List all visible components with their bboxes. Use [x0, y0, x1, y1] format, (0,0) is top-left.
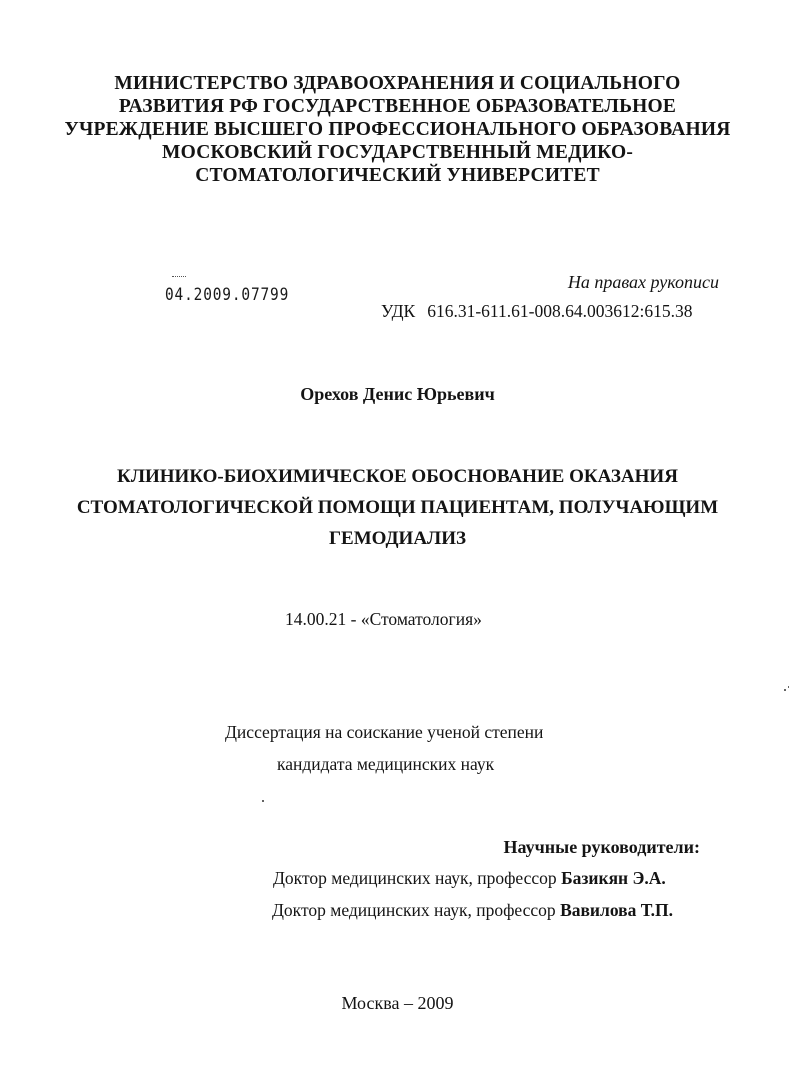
- supervisor-entry: [273, 868, 666, 889]
- title-line: КЛИНИКО-БИОХИМИЧЕСКОЕ ОБОСНОВАНИЕ ОКАЗАНИЯ: [117, 466, 678, 487]
- institution-line: МИНИСТЕРСТВО ЗДРАВООХРАНЕНИЯ И СОЦИАЛЬНОГО: [114, 73, 681, 94]
- supervisor-entry: [272, 900, 673, 921]
- udk-value: 616.31-611.61-008.64.003612:615.38: [427, 301, 693, 321]
- supervisor-name: Базикян Э.А.: [561, 868, 666, 888]
- institution-name: [40, 72, 755, 187]
- dissertation-title: [40, 461, 755, 554]
- title-line: ГЕМОДИАЛИЗ: [328, 528, 467, 549]
- city-and-year: Москва – 2009: [341, 993, 454, 1013]
- supervisor-credentials: Доктор медицинских наук, профессор: [272, 900, 561, 920]
- institution-line: УЧРЕЖДЕНИЕ ВЫСШЕГО ПРОФЕССИОНАЛЬНОГО ОБРАЗОВАНИЯ: [64, 119, 731, 140]
- scan-speck: [262, 800, 264, 802]
- udk-label: УДК: [381, 301, 416, 321]
- institution-line: СТОМАТОЛОГИЧЕСКИЙ УНИВЕРСИТЕТ: [195, 165, 600, 186]
- supervisors-heading: Научные руководители:: [503, 837, 700, 857]
- archive-number: 04.2009.07799: [165, 285, 290, 305]
- scan-speck: [788, 686, 789, 688]
- udk-code: [381, 301, 692, 322]
- title-line: СТОМАТОЛОГИЧЕСКОЙ ПОМОЩИ ПАЦИЕНТАМ, ПОЛУЧАЮЩИМ: [76, 497, 719, 518]
- degree-name: кандидата медицинских наук: [277, 754, 495, 774]
- author-name: Орехов Денис Юрьевич: [300, 384, 495, 404]
- manuscript-rights-note: На правах рукописи: [567, 272, 719, 292]
- archive-stamp-mark: [172, 276, 186, 279]
- degree-statement: Диссертация на соискание ученой степени: [225, 722, 544, 742]
- scan-speck: [784, 689, 786, 691]
- institution-line: МОСКОВСКИЙ ГОСУДАРСТВЕННЫЙ МЕДИКО-: [161, 142, 634, 163]
- specialty-code: 14.00.21 - «Стоматология»: [285, 609, 482, 629]
- supervisor-credentials: Доктор медицинских наук, профессор: [273, 868, 562, 888]
- supervisor-name: Вавилова Т.П.: [560, 900, 674, 920]
- institution-line: РАЗВИТИЯ РФ ГОСУДАРСТВЕННОЕ ОБРАЗОВАТЕЛЬНОЕ: [118, 96, 677, 117]
